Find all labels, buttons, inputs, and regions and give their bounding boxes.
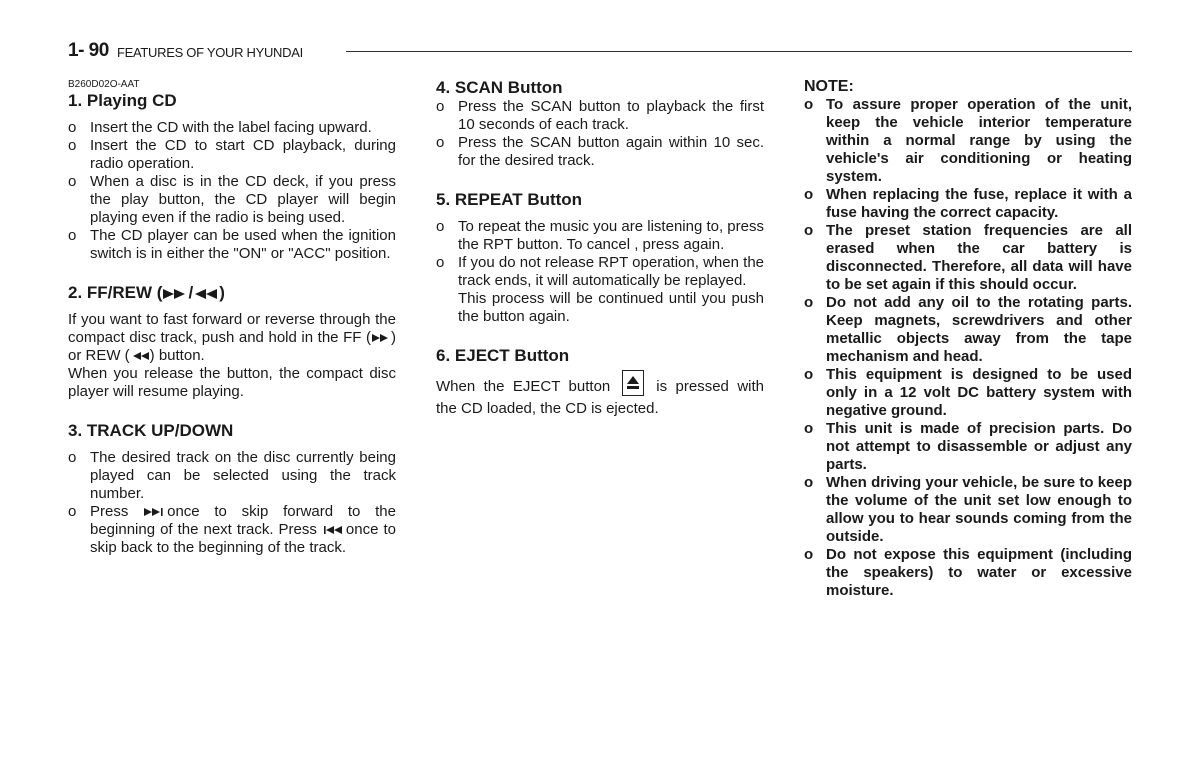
section-code: B260D02O-AAT	[68, 79, 140, 90]
column-1	[68, 78, 396, 557]
repeat-list	[436, 218, 764, 326]
heading-track-up-down: 3. TRACK UP/DOWN	[68, 421, 234, 440]
bullet-marker: o	[436, 134, 445, 151]
section-track-up-down	[68, 421, 396, 557]
bullet-marker: o	[804, 420, 814, 437]
list-item: o Insert the CD with the label facing upward.	[68, 119, 372, 136]
list-item: o When a disc is in the CD deck, if you press the play button, the CD player will begin playing even if the radio is being used.	[68, 173, 396, 226]
section-scan	[436, 78, 764, 170]
bullet-marker: o	[68, 227, 77, 244]
note-heading: NOTE:	[804, 78, 854, 95]
note-item: o Do not add any oil to the rotating parts. Keep magnets, screwdrivers and other metallic objects away from the tape mechanism and head.	[804, 294, 1132, 365]
note-item: o The preset station frequencies are all erased when the car battery is disconnected. Therefore, all data will have to be set again if this should occur.	[804, 222, 1132, 293]
heading-eject: 6. EJECT Button	[436, 346, 570, 365]
bullet-marker: o	[804, 186, 814, 203]
list-item: o If you do not release RPT operation, when the track ends, it will automatically be replayed.	[436, 254, 764, 289]
list-item: o Press the SCAN button to playback the first 10 seconds of each track.	[436, 98, 764, 133]
bullet-marker: o	[68, 137, 77, 154]
playing-cd-list	[68, 119, 396, 263]
bullet-marker: o	[68, 119, 77, 136]
list-item: o To repeat the music you are listening to, press the RPT button. To cancel , press again.	[436, 218, 764, 253]
bullet-marker: o	[804, 294, 814, 311]
bullet-marker: o	[804, 366, 814, 383]
page-number: 1- 90	[68, 40, 109, 61]
bullet-marker: o	[68, 503, 77, 520]
fast-forward-icon	[371, 333, 391, 343]
track-list	[68, 449, 396, 557]
ff-rew-paragraph: If you want to fast forward or reverse through the compact disc track, push and hold in the FF ( ) or REW ( ) button.	[68, 311, 396, 364]
list-item: o The desired track on the disc currently being played can be selected using the track number.	[68, 449, 396, 502]
fast-forward-icon	[162, 288, 188, 300]
bullet-marker: o	[68, 449, 77, 466]
column-2	[436, 78, 764, 418]
rewind-icon	[193, 288, 219, 300]
note-item: o When driving your vehicle, be sure to keep the volume of the unit set low enough to allow you to hear sounds coming from the outside.	[804, 474, 1132, 545]
skip-back-icon	[322, 525, 346, 535]
bullet-marker: o	[804, 474, 814, 491]
page-header	[68, 40, 1132, 64]
note-item: o This equipment is designed to be used only in a 12 volt DC battery system with negative ground.	[804, 366, 1132, 419]
bullet-marker: o	[68, 173, 77, 190]
bullet-marker: o	[436, 98, 445, 115]
note-item: o When replacing the fuse, replace it with a fuse having the correct capacity.	[804, 186, 1132, 221]
list-item: o Press the SCAN button again within 10 sec. for the desired track.	[436, 134, 764, 169]
note-item: o To assure proper operation of the unit, keep the vehicle interior temperature within a normal range by using the vehicle's air conditioning or heating system.	[804, 96, 1132, 185]
eject-paragraph: When the EJECT button is pressed with the CD loaded, the CD is ejected.	[436, 374, 764, 418]
section-eject	[436, 346, 764, 418]
heading-playing-cd: 1. Playing CD	[68, 91, 177, 110]
page-title: FEATURES OF YOUR HYUNDAI	[117, 45, 303, 60]
heading-scan: 4. SCAN Button	[436, 78, 563, 97]
list-item: o Press once to skip forward to the beginning of the next track. Press once to skip back to the beginning of the track.	[68, 503, 396, 556]
ff-rew-release-paragraph: When you release the button, the compact disc player will resume playing.	[68, 365, 396, 400]
repeat-continuation: This process will be continued until you push the button again.	[458, 290, 764, 325]
heading-repeat: 5. REPEAT Button	[436, 190, 583, 209]
bullet-marker: o	[804, 546, 814, 563]
section-ff-rew	[68, 283, 396, 401]
column-3-note	[804, 78, 1132, 600]
list-item: o The CD player can be used when the ignition switch is in either the "ON" or "ACC" position.	[68, 227, 396, 262]
rewind-icon	[130, 351, 150, 361]
eject-icon	[622, 370, 644, 396]
section-repeat	[436, 190, 764, 326]
skip-forward-icon	[143, 507, 167, 517]
note-list	[804, 96, 1132, 600]
heading-ff-rew: 2. FF/REW ( / )	[68, 283, 225, 302]
list-item: o Insert the CD to start CD playback, during radio operation.	[68, 137, 396, 172]
bullet-marker: o	[804, 96, 814, 113]
bullet-marker: o	[436, 218, 445, 235]
bullet-marker: o	[436, 254, 445, 271]
header-rule	[346, 51, 1132, 52]
bullet-marker: o	[804, 222, 814, 239]
note-item: o This unit is made of precision parts. Do not attempt to disassemble or adjust any parts.	[804, 420, 1132, 473]
note-item: o Do not expose this equipment (including the speakers) to water or excessive moisture.	[804, 546, 1132, 599]
